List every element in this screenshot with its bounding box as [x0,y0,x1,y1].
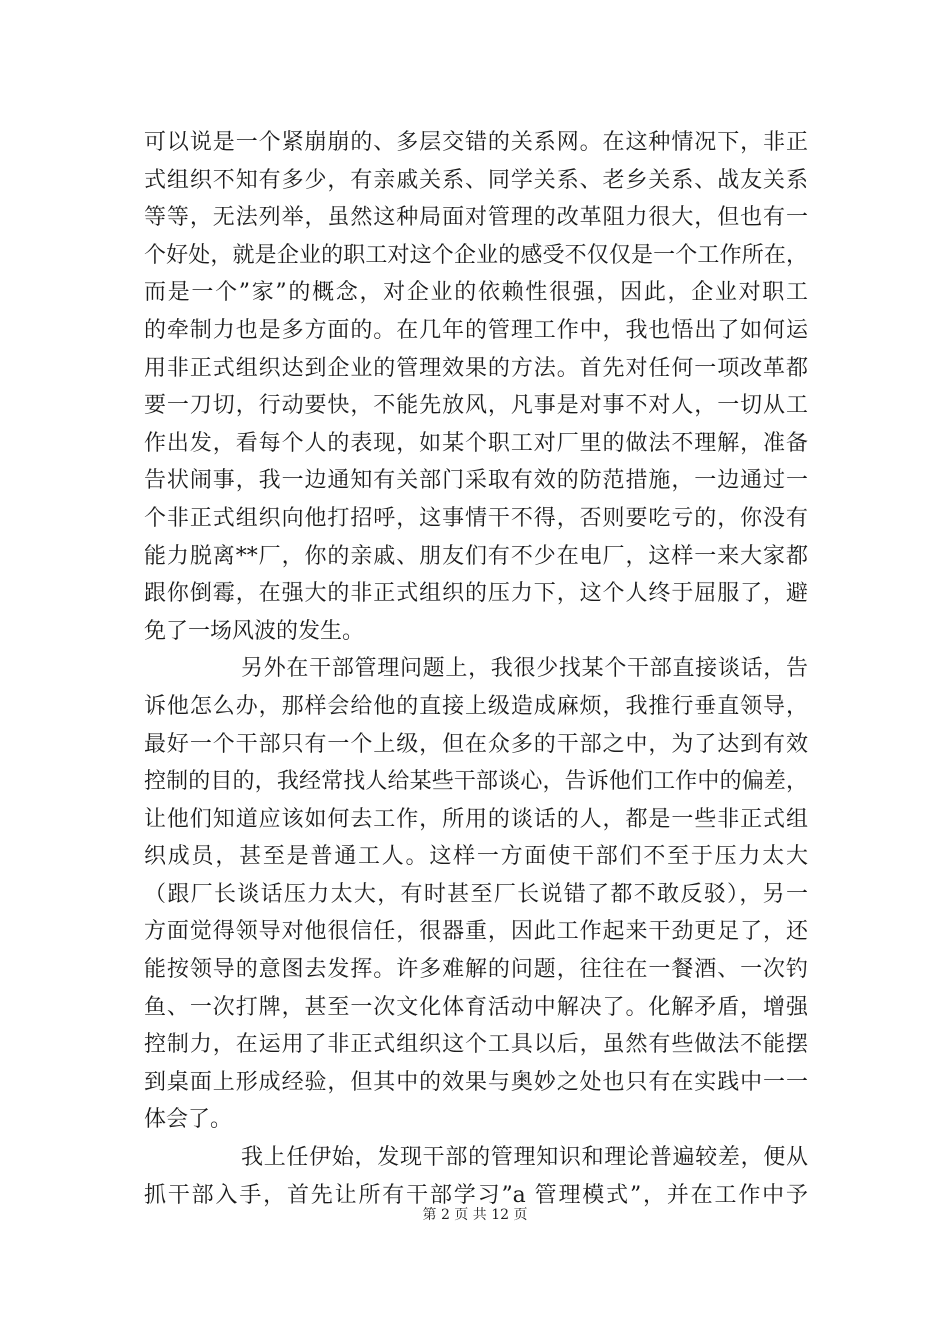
text-line: 等等，无法列举，虽然这种局面对管理的改革阻力很大，但也有一 [144,205,808,231]
text-line: 免了一场风波的发生。 [144,618,365,644]
text-line: 而是一个”家”的概念，对企业的依赖性很强，因此，企业对职工 [144,280,808,306]
text-line: 体会了。 [144,1107,233,1133]
page-number: 第 2 页 共 12 页 [422,1207,528,1223]
text-line: 诉他怎么办，那样会给他的直接上级造成麻烦，我推行垂直领导， [144,693,808,719]
text-line: 能力脱离**厂，你的亲戚、朋友们有不少在电厂，这样一来大家都 [144,543,808,569]
paragraph-3 [144,1139,808,1214]
text-line: 抓干部入手，首先让所有干部学习”a 管理模式”，并在工作中予 [144,1182,808,1208]
text-line: 控制的目的，我经常找人给某些干部谈心，告诉他们工作中的偏差， [144,769,808,795]
text-line: （跟厂长谈话压力太大，有时甚至厂长说错了都不敢反驳），另一 [144,881,808,907]
text-line: 要一刀切，行动要快，不能先放风，凡事是对事不对人，一切从工 [144,393,808,419]
text-line: 式组织不知有多少，有亲戚关系、同学关系、老乡关系、战友关系 [144,167,808,193]
text-line: 让他们知道应该如何去工作，所用的谈话的人，都是一些非正式组 [144,806,808,832]
text-line: 个非正式组织向他打招呼，这事情干不得，否则要吃亏的，你没有 [144,505,808,531]
paragraph-2 [144,650,808,1139]
text-line: 我上任伊始，发现干部的管理知识和理论普遍较差，便从 [241,1145,808,1171]
text-line: 的牵制力也是多方面的。在几年的管理工作中，我也悟出了如何运 [144,317,808,343]
text-line: 方面觉得领导对他很信任，很器重，因此工作起来干劲更足了，还 [144,919,808,945]
text-line: 跟你倒霉，在强大的非正式组织的压力下，这个人终于屈服了，避 [144,581,808,607]
text-line: 鱼、一次打牌，甚至一次文化体育活动中解决了。化解矛盾，增强 [144,994,808,1020]
text-line: 作出发，看每个人的表现，如某个职工对厂里的做法不理解，准备 [144,430,808,456]
text-line: 到桌面上形成经验，但其中的效果与奥妙之处也只有在实践中一一 [144,1069,808,1095]
text-line: 另外在干部管理问题上，我很少找某个干部直接谈话，告 [241,656,808,682]
document-body [144,124,808,1214]
text-line: 用非正式组织达到企业的管理效果的方法。首先对任何一项改革都 [144,355,808,381]
text-line: 控制力，在运用了非正式组织这个工具以后，虽然有些做法不能摆 [144,1032,808,1058]
text-line: 告状闹事，我一边通知有关部门采取有效的防范措施，一边通过一 [144,468,808,494]
text-line: 最好一个干部只有一个上级，但在众多的干部之中，为了达到有效 [144,731,808,757]
text-line: 可以说是一个紧崩崩的、多层交错的关系网。在这种情况下，非正 [144,130,808,155]
text-line: 织成员，甚至是普通工人。这样一方面使干部们不至于压力太大 [144,844,808,870]
text-line: 能按领导的意图去发挥。许多难解的问题，往往在一餐酒、一次钓 [144,957,808,983]
paragraph-1 [144,124,808,650]
text-line: 个好处，就是企业的职工对这个企业的感受不仅仅是一个工作所在， [144,242,808,268]
